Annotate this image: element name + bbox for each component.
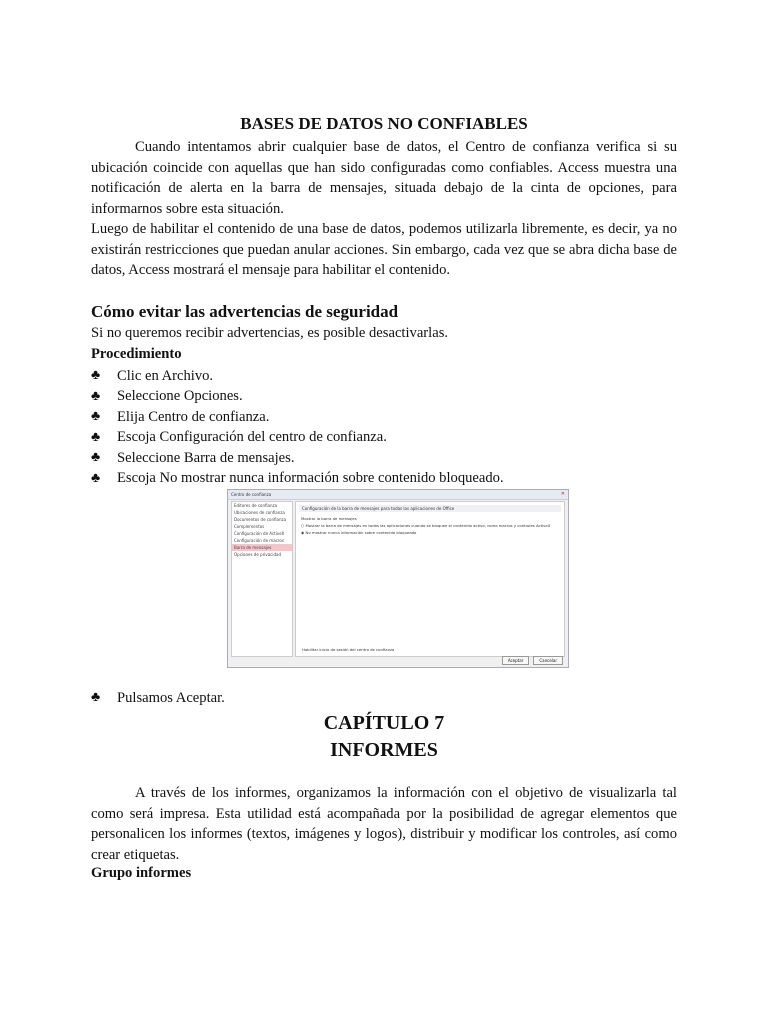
footer-checkbox-label: Habilitar inicio de sesión del centro de confianza xyxy=(302,647,395,652)
sidebar-item: Documentos de confianza xyxy=(234,517,287,522)
procedure-steps xyxy=(91,366,504,489)
trust-center-screenshot xyxy=(227,489,569,668)
security-warnings-heading: Cómo evitar las advertencias de seguridad xyxy=(91,302,399,321)
club-suit-icon: ♣ xyxy=(91,429,101,445)
paragraph-text: Cuando intentamos abrir cualquier base de datos, el Centro de confianza verifica si su ubicación coincide con aquellas que han sido configuradas como confiables. Access muestra una notificación de alerta en la barra de mensajes, situada debajo de la cinta de opciones, para informarnos sobre esta situación. xyxy=(91,139,677,217)
club-suit-icon: ♣ xyxy=(91,388,101,404)
list-item: ♣ Seleccione Opciones. xyxy=(91,388,243,405)
ok-button: Aceptar xyxy=(502,656,530,665)
chapter-heading xyxy=(91,710,677,764)
list-item: ♣ Clic en Archivo. xyxy=(91,367,214,384)
paragraph-untrusted-db xyxy=(91,137,677,219)
paragraph-enable-content: Luego de habilitar el contenido de una base de datos, podemos utilizarla libremente, es decir, ya no existirán restricciones que puedan anular acciones. Sin embargo, cada vez que se abra dicha base de datos, Access mostrará el mensaje para habilitar el contenido. xyxy=(91,221,677,278)
club-suit-icon: ♣ xyxy=(91,450,101,466)
dialog-buttons xyxy=(502,656,563,665)
sidebar-item: Configuración de ActiveX xyxy=(234,531,285,536)
chapter-title: INFORMES xyxy=(330,739,438,761)
paragraph-reports xyxy=(91,783,677,865)
list-item: ♣ Escoja Configuración del centro de confianza. xyxy=(91,429,387,446)
list-item: ♣ Elija Centro de confianza. xyxy=(91,408,270,425)
sidebar-item: Configuración de macros xyxy=(234,538,284,543)
sidebar-item: Ubicaciones de confianza xyxy=(234,510,285,515)
sidebar-item: Opciones de privacidad xyxy=(234,552,282,557)
screenshot-panel xyxy=(295,501,565,657)
close-icon: ✕ xyxy=(560,491,565,497)
sidebar-item: Editores de confianza xyxy=(234,503,278,508)
procedure-label: Procedimiento xyxy=(91,346,182,362)
chapter-number: CAPÍTULO 7 xyxy=(323,712,445,734)
screenshot-sidebar xyxy=(231,501,293,657)
sidebar-item-selected: Barra de mensajes xyxy=(232,544,292,551)
paragraph-text: A través de los informes, organizamos la información con el objetivo de visualizarla tal como será impresa. Esta utilidad está acompañada por la posibilidad de agregar elementos que personalicen los informes (textos, imágenes y logos), distribuir y modificar los controles, así como crear etiquetas. xyxy=(91,785,677,863)
cancel-button: Cancelar xyxy=(533,656,563,665)
radio-option-never-show: ◉ No mostrar nunca información sobre contenido bloqueado xyxy=(296,529,564,536)
list-item: ♣ Escoja No mostrar nunca información sobre contenido bloqueado. xyxy=(91,470,504,487)
club-suit-icon: ♣ xyxy=(91,409,101,425)
sidebar-item: Complementos xyxy=(234,524,265,529)
club-suit-icon: ♣ xyxy=(91,368,101,384)
radio-option-show: ○ Mostrar la barra de mensajes en todas las aplicaciones cuando se bloquee el contenido activo, como macros y controles ActiveX xyxy=(296,522,564,529)
reports-group-label: Grupo informes xyxy=(91,865,192,881)
security-intro-text: Si no queremos recibir advertencias, es posible desactivarlas. xyxy=(91,325,449,341)
club-suit-icon: ♣ xyxy=(91,690,101,706)
panel-header: Configuración de la barra de mensajes para todas las aplicaciones de Office xyxy=(299,505,561,512)
list-item: ♣ Seleccione Barra de mensajes. xyxy=(91,449,295,466)
section-title: BASES DE DATOS NO CONFIABLES xyxy=(240,114,528,133)
screenshot-titlebar: Centro de confianza ✕ xyxy=(228,490,568,500)
group-label: Mostrar la barra de mensajes xyxy=(301,516,357,521)
list-item: ♣ Pulsamos Aceptar. xyxy=(91,689,225,706)
club-suit-icon: ♣ xyxy=(91,470,101,486)
